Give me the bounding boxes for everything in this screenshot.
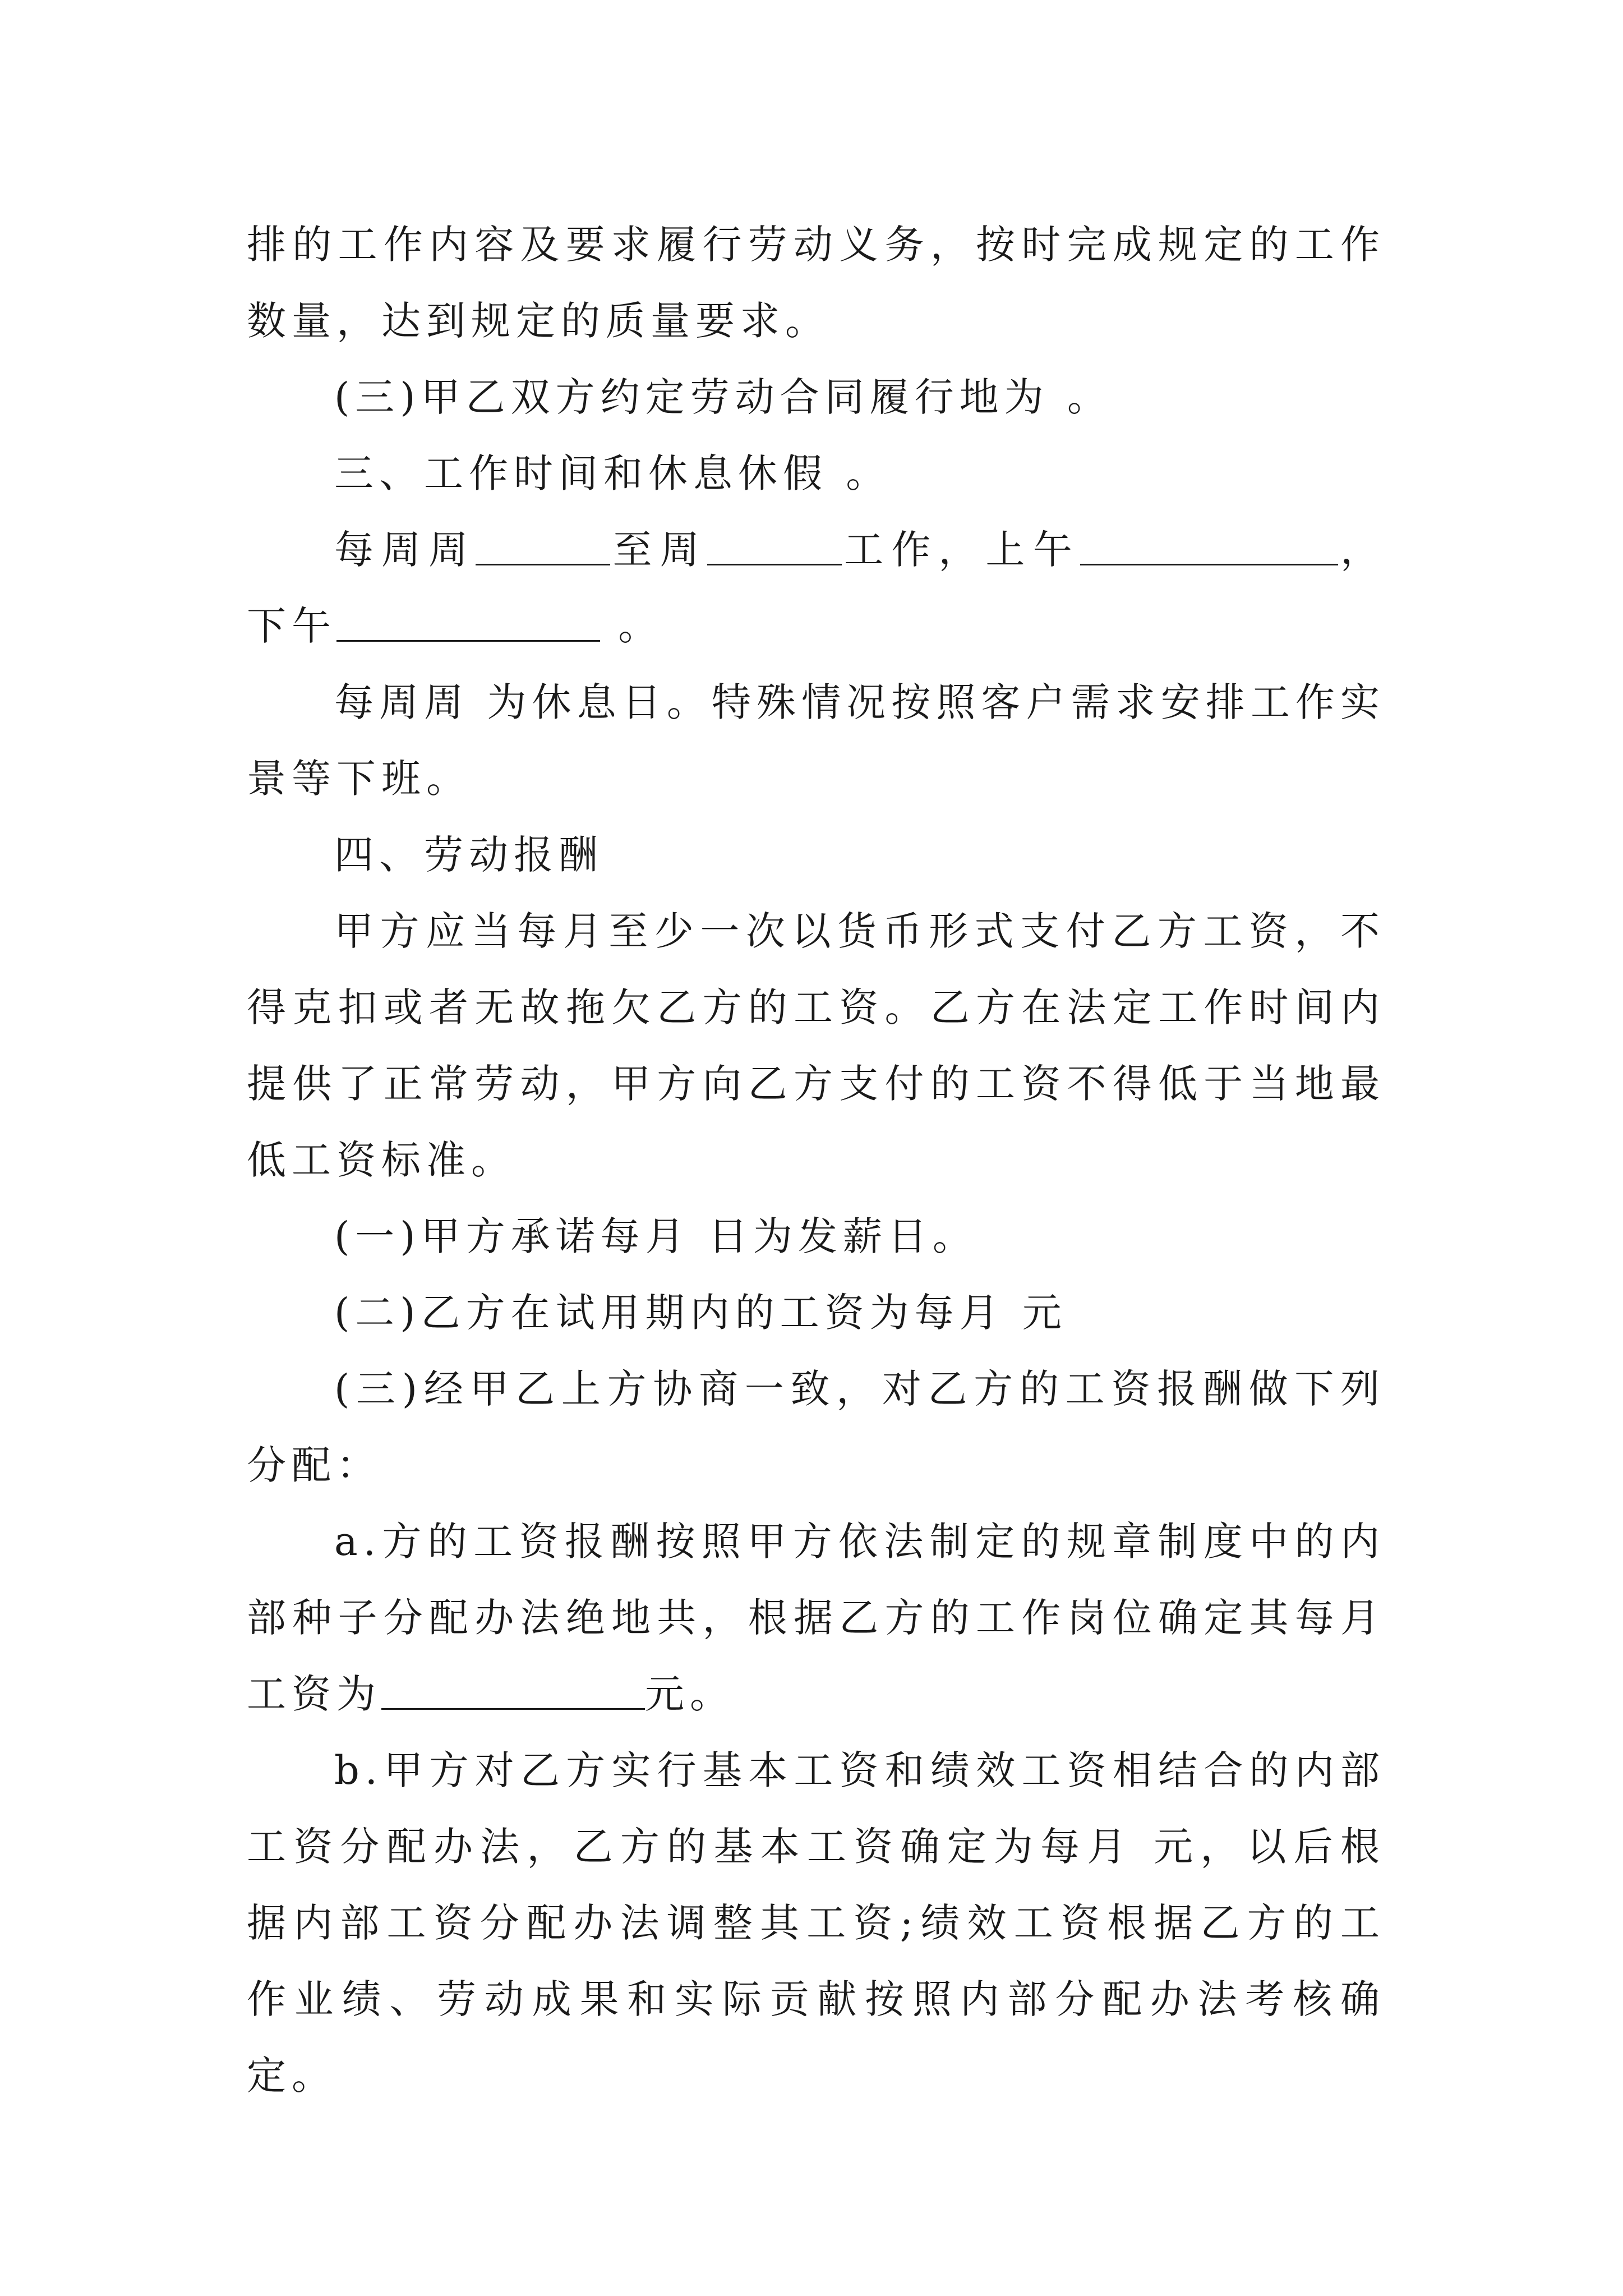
document-body: [247, 206, 1385, 2114]
section-heading-remuneration: 四、劳动报酬: [334, 832, 603, 878]
blank-start-day: [476, 524, 610, 565]
schedule-text-morning: 工作，上午: [841, 527, 1080, 573]
blank-end-day: [707, 524, 842, 565]
paragraph-option-a: [247, 1503, 1385, 1732]
schedule-text-afternoon: ，下午: [247, 527, 1386, 649]
schedule-text-end: 。: [600, 603, 663, 649]
blank-afternoon-hours: [336, 601, 600, 642]
paragraph-work-location: (三)甲乙双方约定劳动合同履行地为 。: [334, 374, 1112, 420]
schedule-text-to: 至周: [610, 527, 707, 573]
paragraph-wage-payment: 甲方应当每月至少一次以货币形式支付乙方工资，不得克扣或者无故拖欠乙方的工资。乙方在法定工作时间内提供了正常劳动，甲方向乙方支付的工资不得低于当地最低工资标准。: [247, 908, 1385, 1183]
paragraph-payday: (一)甲方承诺每月 日为发薪日。: [334, 1213, 978, 1259]
paragraph-weekly-schedule: [247, 512, 1385, 664]
paragraph-option-b: b.甲方对乙方实行基本工资和绩效工资相结合的内部工资分配办法，乙方的基本工资确定为每月 元，以后根据内部工资分配办法调整其工资;绩效工资根据乙方的工作业绩、劳动成果和实际贡献按照内部分配办法考核确定。: [247, 1747, 1385, 2099]
section-heading-working-hours: 三、工作时间和休息休假 。: [334, 450, 891, 496]
blank-monthly-wage: [381, 1669, 645, 1710]
paragraph-rest-day: 每周周 为休息日。特殊情况按照客户需求安排工作实景等下班。: [247, 679, 1385, 802]
paragraph-wage-distribution: (三)经甲乙上方协商一致，对乙方的工资报酬做下列分配：: [247, 1366, 1385, 1488]
paragraph-probation-wage: (二)乙方在试用期内的工资为每月 元: [334, 1290, 1067, 1336]
schedule-text-week: 每周周: [334, 527, 476, 573]
blank-morning-hours: [1080, 524, 1338, 565]
option-a-text: a.方的工资报酬按照甲方依法制定的规章制度中的内部种子分配办法绝地共，根据乙方的工作岗位确定其每月工资为: [247, 1519, 1385, 1717]
option-a-unit: 元。: [645, 1671, 735, 1717]
paragraph-work-duty: 排的工作内容及要求履行劳动义务，按时完成规定的工作数量，达到规定的质量要求。: [247, 222, 1385, 344]
